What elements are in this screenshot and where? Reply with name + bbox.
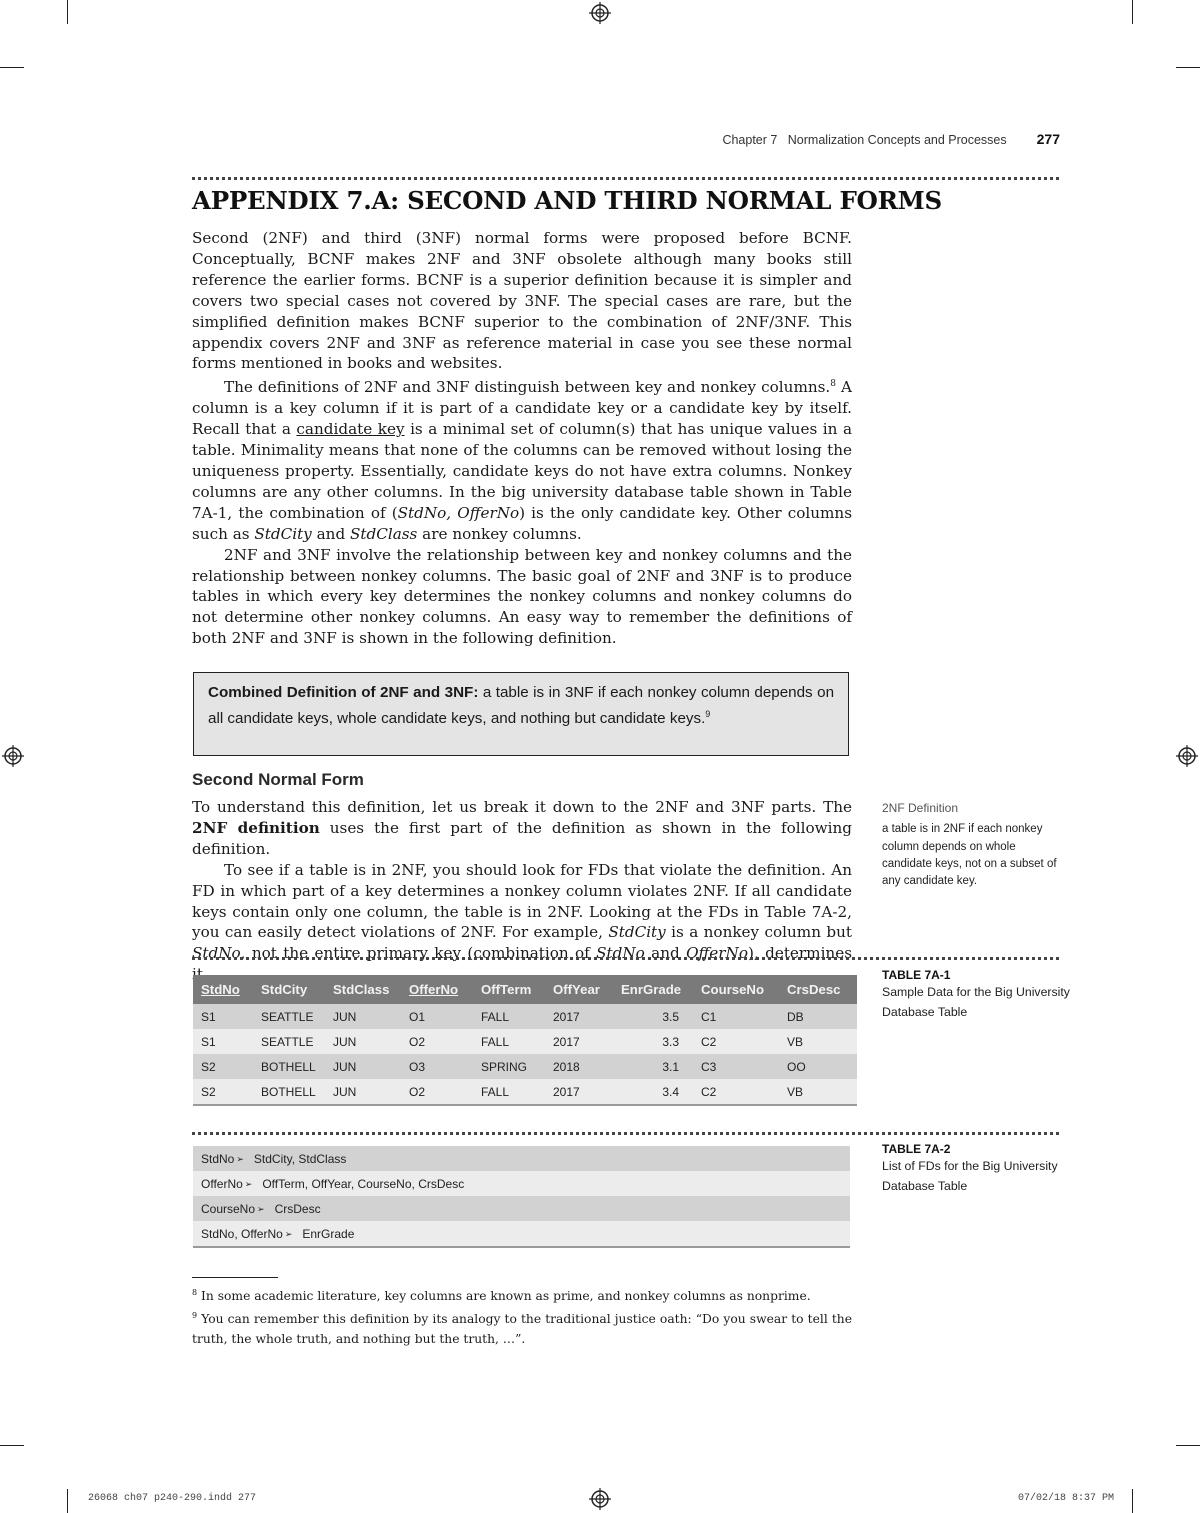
crop-mark	[1132, 0, 1133, 24]
margin-note-text: a table is in 2NF if each nonkey column depends on whole candidate keys, not on a subset of any candidate key.	[882, 823, 1057, 888]
footnote-mark: 8	[192, 1288, 198, 1297]
fd-cell	[193, 1221, 850, 1247]
table-cell: 3.3	[613, 1029, 693, 1054]
footnote: $^9$ You can remember this definition by its analogy to the traditional justice oath: “Do you swear to tell the truth, the whole truth, and nothing but the truth, …”.	[192, 1311, 852, 1347]
fd-cell	[193, 1196, 850, 1221]
sample-data-table	[193, 975, 857, 1106]
footnote-ref: 9	[705, 708, 711, 719]
table-cell: C2	[693, 1029, 779, 1054]
column-header: StdNo	[193, 975, 253, 1004]
crop-mark	[1132, 1489, 1133, 1513]
margin-note	[882, 800, 1062, 890]
footnote-mark: 9	[192, 1311, 198, 1320]
table-caption	[882, 1142, 1072, 1196]
page-number: 277	[1036, 131, 1060, 147]
fd-rhs: EnrGrade	[302, 1226, 355, 1241]
paragraph: Second (2NF) and third (3NF) normal forms were proposed before BCNF. Conceptually, BCNF makes 2NF and 3NF obsolete although many books still reference the earlier forms. BCNF is a superior definition because it is simpler and covers two special cases not covered by 3NF. The special cases are rare, but the simplified definition makes BCNF superior to the combination of 2NF/3NF. This appendix covers 2NF and 3NF as reference material in case you see these normal forms mentioned in books and websites.	[192, 229, 852, 373]
paragraph: To see if a table is in 2NF, you should look for FDs that violate the definition. An FD in which part of a key determines a nonkey column violates 2NF. If all candidate keys contain only one column, the table is in 2NF. Looking at the FDs in Table 7A-2, you can easily detect violations of 2NF. For example, StdCity is a nonkey column but StdNo, not the entire primary key (combination of StdNo and OfferNo), determines	[192, 860, 852, 963]
fd-rhs: StdCity, StdClass	[253, 1151, 347, 1166]
fd-lhs: StdNo, OfferNo	[201, 1226, 283, 1241]
table-cell: DB	[779, 1004, 857, 1029]
table-cell: JUN	[325, 1004, 401, 1029]
paragraph: The definitions of 2NF and 3NF distinguish between key and nonkey columns.$^8$ A column is a key column if it is part of a candidate key or a candidate key by itself. Recall that a candidate key is a minimal set of column(s) that has unique values in a table. Minimality means that none of the columns can be removed without losing the uniqueness property. Essentially, candidate keys do not have extra columns. Nonkey columns are any other columns. In the big university database table shown in Table 7A-1, the combination of (StdNo, OfferNo) is the only candidate key. Other columns such as StdCity and StdClass are nonkey columns.	[192, 378, 853, 543]
table-caption-title: TABLE 7A-1	[882, 968, 951, 982]
margin-note-title: 2NF Definition	[882, 801, 959, 815]
table-cell: S1	[193, 1004, 253, 1029]
appendix-title: APPENDIX 7.A: SECOND AND THIRD NORMAL FORMS	[192, 186, 942, 215]
table-row	[193, 1004, 857, 1029]
crop-mark	[67, 1489, 68, 1513]
crop-mark	[0, 67, 24, 68]
table-caption-text: List of FDs for the Big University Database Table	[882, 1159, 1058, 1193]
fd-cell	[193, 1171, 850, 1196]
table-cell: JUN	[325, 1029, 401, 1054]
arrow-icon: ➢	[257, 1203, 265, 1214]
running-header	[722, 131, 1060, 147]
table-cell: 2017	[545, 1004, 613, 1029]
chapter-label: Chapter 7	[722, 133, 778, 147]
dotted-rule	[192, 177, 1059, 180]
table-cell: JUN	[325, 1079, 401, 1105]
registration-mark-icon	[589, 2, 611, 24]
fd-rhs: OffTerm, OffYear, CourseNo, CrsDesc	[262, 1176, 465, 1191]
table-cell: O1	[401, 1004, 473, 1029]
table-row	[193, 1079, 857, 1105]
paragraph: To understand this definition, let us break it down to the 2NF and 3NF parts. The 2NF definition uses the first part of the definition as shown in the following definition.	[192, 798, 852, 858]
table-cell: C1	[693, 1004, 779, 1029]
table-cell: O2	[401, 1029, 473, 1054]
arrow-icon: ➢	[284, 1228, 293, 1239]
column-header: StdClass	[325, 975, 401, 1004]
key-term: 2NF definition	[192, 818, 320, 837]
table-row	[193, 1221, 850, 1247]
fd-list-table	[193, 1146, 850, 1248]
paragraph: 2NF and 3NF involve the relationship between key and nonkey columns and the relationship between nonkey columns. The basic goal of 2NF and 3NF is to produce tables in which every key determines the nonkey columns and nonkey columns do not determine other nonkey columns. An easy way to remember the definitions of both 2NF and 3NF is shown in the following definition.	[192, 545, 852, 648]
slug-date: 07/02/18 8:37 PM	[1018, 1493, 1115, 1504]
table-cell: 2017	[545, 1079, 613, 1105]
table-row	[193, 1029, 857, 1054]
table-cell: S2	[193, 1079, 253, 1105]
table-row	[193, 1054, 857, 1079]
column-header: OffTerm	[473, 975, 545, 1004]
table-cell: SEATTLE	[253, 1004, 325, 1029]
section-heading: Second Normal Form	[192, 770, 364, 789]
table-cell: 3.4	[613, 1079, 693, 1105]
table-caption	[882, 968, 1072, 1022]
table-cell: VB	[779, 1079, 857, 1105]
column-header: CrsDesc	[779, 975, 857, 1004]
arrow-icon: ➢	[236, 1153, 244, 1164]
table-row	[193, 1196, 850, 1221]
table-cell: O2	[401, 1079, 473, 1105]
table-cell: OO	[779, 1054, 857, 1079]
table-cell: BOTHELL	[253, 1054, 325, 1079]
table-cell: 2017	[545, 1029, 613, 1054]
table-caption-title: TABLE 7A-2	[882, 1142, 951, 1156]
registration-mark-icon	[1176, 745, 1198, 767]
table-cell: S1	[193, 1029, 253, 1054]
crop-mark	[0, 1445, 24, 1446]
footnote-ref: 8	[830, 379, 836, 390]
glossary-term: candidate key	[296, 420, 405, 439]
arrow-icon: ➢	[244, 1178, 253, 1189]
registration-mark-icon	[589, 1488, 611, 1510]
table-cell: SPRING	[473, 1054, 545, 1079]
table-cell: C2	[693, 1079, 779, 1105]
definition-box: Combined Definition of 2NF and 3NF: a table is in 3NF if each nonkey column depends on all candidate keys, whole candidate keys, and nothing but candidate keys.$^9$	[193, 672, 849, 756]
column-header: OffYear	[545, 975, 613, 1004]
fd-lhs: OfferNo	[201, 1176, 243, 1191]
table-cell: FALL	[473, 1079, 545, 1105]
table-row	[193, 1146, 850, 1171]
slug-file: 26068 ch07 p240-290.indd 277	[88, 1493, 257, 1504]
fd-cell	[193, 1146, 850, 1171]
table-caption-text: Sample Data for the Big University Database Table	[882, 985, 1070, 1019]
table-cell: C3	[693, 1054, 779, 1079]
intro-text	[192, 228, 852, 649]
table-cell: 3.1	[613, 1054, 693, 1079]
fd-lhs: CourseNo	[201, 1201, 256, 1216]
footnote: $^8$ In some academic literature, key columns are known as prime, and nonkey columns as nonprime.	[192, 1288, 811, 1304]
table-cell: 3.5	[613, 1004, 693, 1029]
table-cell: SEATTLE	[253, 1029, 325, 1054]
dotted-rule	[192, 957, 1059, 960]
dotted-rule	[192, 1132, 1059, 1135]
crop-mark	[67, 0, 68, 24]
table-cell: FALL	[473, 1029, 545, 1054]
column-header: EnrGrade	[613, 975, 693, 1004]
fd-rhs: CrsDesc	[274, 1201, 321, 1216]
crop-mark	[1176, 67, 1200, 68]
table-cell: VB	[779, 1029, 857, 1054]
table-cell: BOTHELL	[253, 1079, 325, 1105]
column-header: CourseNo	[693, 975, 779, 1004]
registration-mark-icon	[2, 745, 24, 767]
table-cell: S2	[193, 1054, 253, 1079]
table-cell: 2018	[545, 1054, 613, 1079]
table-cell: JUN	[325, 1054, 401, 1079]
column-header: OfferNo	[401, 975, 473, 1004]
fd-lhs: StdNo	[201, 1151, 235, 1166]
definition-label: Combined Definition of 2NF and 3NF:	[208, 684, 479, 701]
chapter-title: Normalization Concepts and Processes	[787, 133, 1007, 147]
table-row	[193, 1171, 850, 1196]
table-cell: O3	[401, 1054, 473, 1079]
column-header: StdCity	[253, 975, 325, 1004]
table-cell: FALL	[473, 1004, 545, 1029]
crop-mark	[1176, 1445, 1200, 1446]
footnote-rule	[192, 1277, 278, 1278]
